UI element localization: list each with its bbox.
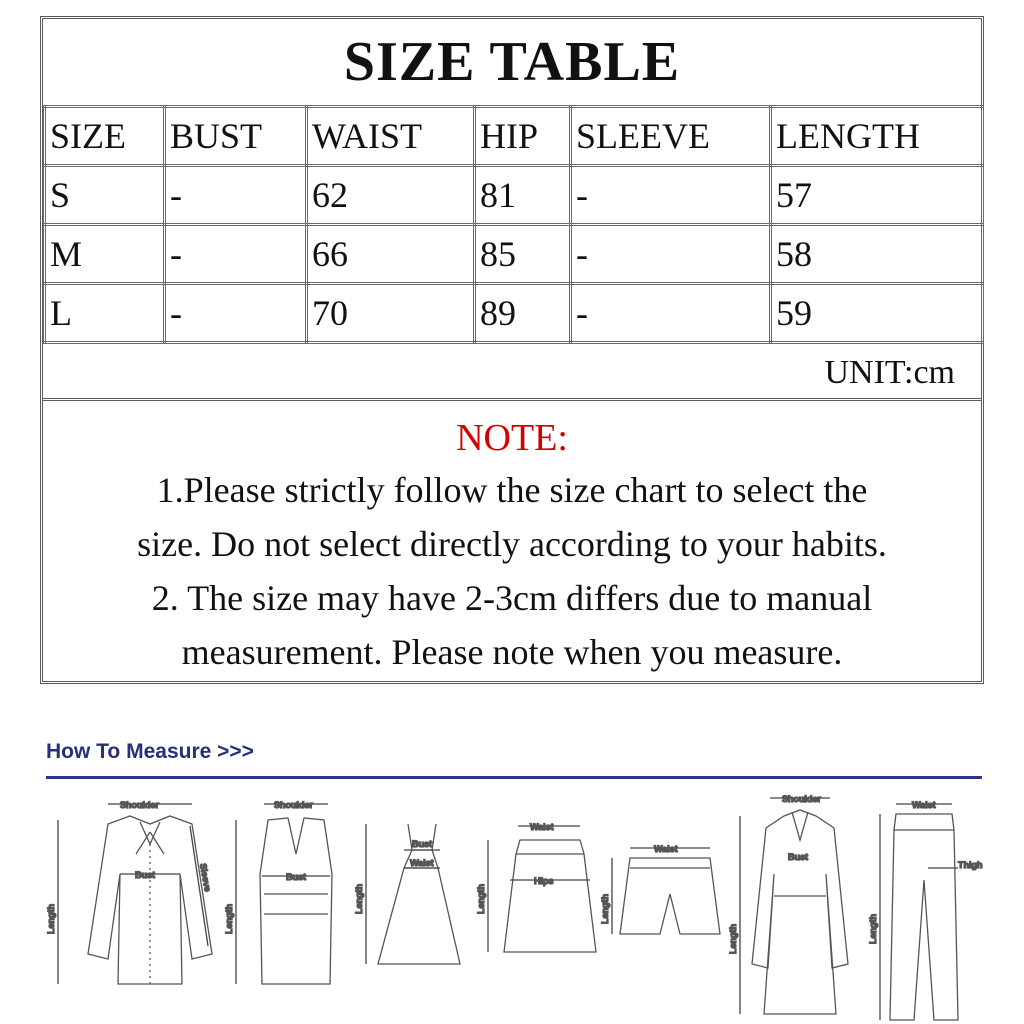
skirt-diagram bbox=[476, 822, 596, 952]
pants-diagram bbox=[868, 800, 983, 1020]
note-line: 1.Please strictly follow the size chart to select the bbox=[156, 470, 868, 510]
cell-length: 57 bbox=[771, 166, 983, 225]
label-length: Length bbox=[600, 894, 610, 924]
cell-bust: - bbox=[165, 225, 307, 284]
size-table bbox=[43, 105, 984, 344]
cell-waist: 66 bbox=[307, 225, 475, 284]
garment-diagrams bbox=[40, 784, 984, 1024]
how-to-measure-section bbox=[40, 736, 984, 1024]
shorts-diagram bbox=[600, 844, 720, 934]
cell-hip: 89 bbox=[475, 284, 571, 343]
header-sleeve: SLEEVE bbox=[571, 107, 771, 166]
header-size: SIZE bbox=[45, 107, 165, 166]
cell-size: M bbox=[45, 225, 165, 284]
note-line: 2. The size may have 2-3cm differs due to manual bbox=[151, 578, 873, 618]
cell-hip: 81 bbox=[475, 166, 571, 225]
note-line: measurement. Please note when you measure. bbox=[181, 632, 843, 672]
label-length: Length bbox=[476, 884, 486, 914]
coat-diagram bbox=[728, 794, 848, 1014]
header-waist: WAIST bbox=[307, 107, 475, 166]
label-bust: Bust bbox=[286, 872, 306, 882]
cell-bust: - bbox=[165, 166, 307, 225]
label-bust: Bust bbox=[135, 870, 155, 880]
label-sleeve: Sleeve bbox=[198, 862, 213, 893]
cell-sleeve: - bbox=[571, 166, 771, 225]
label-shoulder: Shoulder bbox=[782, 794, 822, 804]
cell-sleeve: - bbox=[571, 225, 771, 284]
cell-size: L bbox=[45, 284, 165, 343]
label-waist: Waist bbox=[530, 822, 554, 832]
note-title: NOTE: bbox=[456, 417, 568, 459]
label-waist: Waist bbox=[654, 844, 678, 854]
cell-length: 58 bbox=[771, 225, 983, 284]
cell-bust: - bbox=[165, 284, 307, 343]
divider bbox=[46, 776, 982, 779]
table-row bbox=[45, 225, 983, 284]
cell-sleeve: - bbox=[571, 284, 771, 343]
note-box bbox=[43, 403, 981, 681]
vest-diagram bbox=[224, 800, 332, 984]
size-chart bbox=[40, 16, 984, 684]
label-waist: Waist bbox=[912, 800, 936, 810]
label-length: Length bbox=[224, 904, 234, 934]
label-bust: Bust bbox=[788, 852, 808, 862]
label-length: Length bbox=[868, 914, 878, 944]
dress-diagram bbox=[354, 824, 460, 964]
size-table-title: SIZE TABLE bbox=[43, 19, 981, 108]
label-length: Length bbox=[46, 904, 56, 934]
blouse-diagram bbox=[46, 800, 213, 984]
label-shoulder: Shoulder bbox=[274, 800, 314, 810]
note-line: size. Do not select directly according to your habits. bbox=[137, 524, 887, 564]
table-row bbox=[45, 284, 983, 343]
label-length: Length bbox=[728, 924, 738, 954]
table-header-row bbox=[45, 107, 983, 166]
unit-label: UNIT:cm bbox=[43, 345, 981, 401]
label-waist: Waist bbox=[410, 858, 434, 868]
how-to-measure-title: How To Measure >>> bbox=[46, 740, 254, 763]
cell-waist: 70 bbox=[307, 284, 475, 343]
label-bust: Bust bbox=[412, 839, 432, 849]
table-row bbox=[45, 166, 983, 225]
header-bust: BUST bbox=[165, 107, 307, 166]
label-length: Length bbox=[354, 884, 364, 914]
label-hips: Hips bbox=[534, 876, 554, 886]
label-thigh: Thigh bbox=[958, 860, 983, 870]
header-length: LENGTH bbox=[771, 107, 983, 166]
header-hip: HIP bbox=[475, 107, 571, 166]
cell-hip: 85 bbox=[475, 225, 571, 284]
cell-waist: 62 bbox=[307, 166, 475, 225]
cell-length: 59 bbox=[771, 284, 983, 343]
cell-size: S bbox=[45, 166, 165, 225]
label-shoulder: Shoulder bbox=[120, 800, 160, 810]
